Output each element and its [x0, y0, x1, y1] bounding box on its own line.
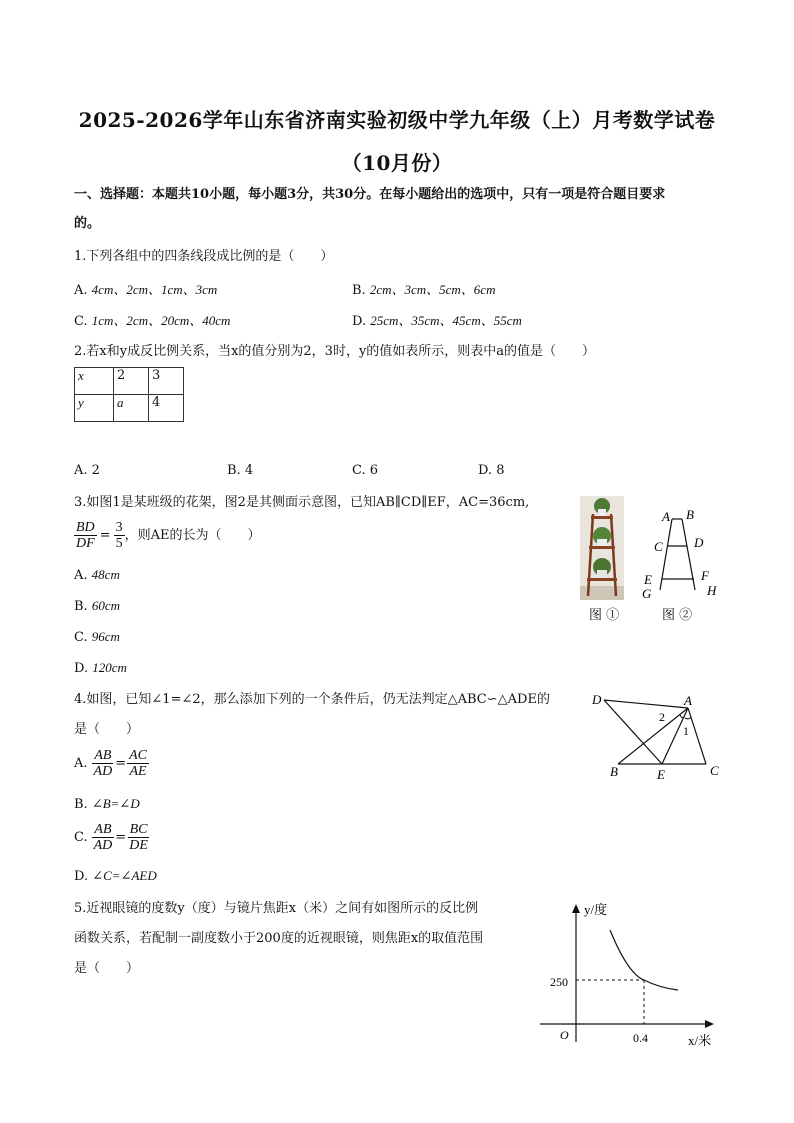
flower-stand-photo	[580, 496, 624, 600]
svg-text:B: B	[686, 507, 694, 522]
table-cell: x	[75, 368, 114, 395]
paper-title-line1: 2025-2026学年山东省济南实验初级中学九年级（上）月考数学试卷	[78, 108, 716, 132]
inverse-proportion-graph	[536, 898, 726, 1050]
q4-stem: 4.如图，已知∠1=∠2，那么添加下列的一个条件后，仍无法判定△ABC∽△ADE的	[74, 692, 550, 707]
x-tick-label: 0.4	[633, 1031, 648, 1045]
q4-option-a[interactable]: A. $\frac{AB}{AD}$ = $\frac{AC}{AE}$	[74, 748, 147, 779]
figure1-caption: 图 ①	[589, 608, 620, 623]
q5-stem: 5.近视眼镜的度数y（度）与镜片焦距x（米）之间有如图所示的反比例	[74, 901, 479, 916]
table-cell: 2	[114, 368, 149, 395]
y-tick-label: 250	[550, 975, 568, 989]
svg-text:C: C	[654, 539, 663, 554]
svg-text:D: D	[694, 535, 704, 550]
q4-option-d[interactable]: D. ∠C=∠AED	[74, 868, 157, 884]
q5-stem-cont: 函数关系，若配制一副度数小于200度的近视眼镜，则焦距x的取值范围	[74, 931, 484, 946]
svg-text:E: E	[657, 767, 665, 782]
q3-stem-fraction-line: $\frac{BD}{DF}$ = $\frac{3}{5}$ ，则AE的长为（ ）	[76, 520, 261, 551]
svg-text:B: B	[610, 764, 618, 779]
q2-option-c[interactable]: C. 6	[352, 463, 379, 478]
q1-option-b[interactable]: B. 2cm、3cm、5cm、6cm	[352, 282, 496, 298]
svg-text:A: A	[684, 693, 692, 708]
q5-stem-cont2: 是（ ）	[74, 961, 140, 976]
svg-text:1: 1	[683, 724, 689, 738]
paper-title-line2: （10月份）	[341, 151, 453, 175]
table-cell: 4	[149, 395, 184, 422]
svg-text:D: D	[592, 692, 602, 707]
q3-option-d[interactable]: D. 120cm	[74, 660, 127, 676]
svg-text:2: 2	[659, 710, 665, 724]
q3-stem: 3.如图1是某班级的花架，图2是其侧面示意图，已知AB∥CD∥EF，AC=36cm,	[74, 495, 530, 510]
figure2-caption: 图 ②	[662, 608, 693, 623]
q2-stem: 2.若x和y成反比例关系，当x的值分别为2，3时，y的值如表所示，则表中a的值是（ ）	[74, 344, 596, 359]
table-cell: y	[75, 395, 114, 422]
q2-option-a[interactable]: A. 2	[74, 463, 100, 478]
q3-option-b[interactable]: B. 60cm	[74, 598, 120, 614]
q2-option-d[interactable]: D. 8	[478, 463, 505, 478]
svg-text:C: C	[710, 763, 719, 778]
q1-option-c[interactable]: C. 1cm、2cm、20cm、40cm	[74, 313, 231, 329]
section1-instructions-cont: 的。	[74, 216, 101, 231]
q2-value-table	[74, 367, 184, 422]
q3-option-c[interactable]: C. 96cm	[74, 629, 120, 645]
q2-option-b[interactable]: B. 4	[227, 463, 254, 478]
q1-option-d[interactable]: D. 25cm、35cm、45cm、55cm	[352, 313, 522, 329]
svg-text:A: A	[662, 509, 670, 524]
table-cell: 3	[149, 368, 184, 395]
svg-text:H: H	[707, 583, 717, 598]
svg-text:G: G	[642, 586, 652, 600]
stand-side-view-diagram	[638, 502, 728, 600]
q3-stem-cont: ，则AE的长为（ ）	[124, 527, 261, 543]
y-axis-label: y/度	[584, 902, 608, 917]
svg-text:F: F	[701, 568, 709, 583]
x-axis-label: x/米	[688, 1033, 712, 1048]
q4-option-b[interactable]: B. ∠B=∠D	[74, 796, 140, 812]
q4-option-c[interactable]: C. $\frac{AB}{AD}$ = $\frac{BC}{DE}$	[74, 822, 148, 853]
q1-option-a[interactable]: A. 4cm、2cm、1cm、3cm	[74, 282, 218, 298]
q3-ratio-bd-df: $\frac{BD}{DF}$	[76, 520, 95, 551]
q3-option-a[interactable]: A. 48cm	[74, 567, 120, 583]
q4-stem-cont: 是（ ）	[74, 722, 140, 737]
similar-triangles-diagram	[588, 688, 724, 784]
origin-label: O	[560, 1028, 569, 1042]
table-cell: a	[114, 395, 149, 422]
svg-text:E: E	[644, 572, 652, 587]
section1-instructions: 一、选择题：本题共10小题，每小题3分，共30分。在每小题给出的选项中，只有一项是符合题目要求	[74, 187, 666, 202]
q1-stem: 1.下列各组中的四条线段成比例的是（ ）	[74, 249, 334, 264]
q3-ratio-3-5: $\frac{3}{5}$	[115, 520, 123, 551]
